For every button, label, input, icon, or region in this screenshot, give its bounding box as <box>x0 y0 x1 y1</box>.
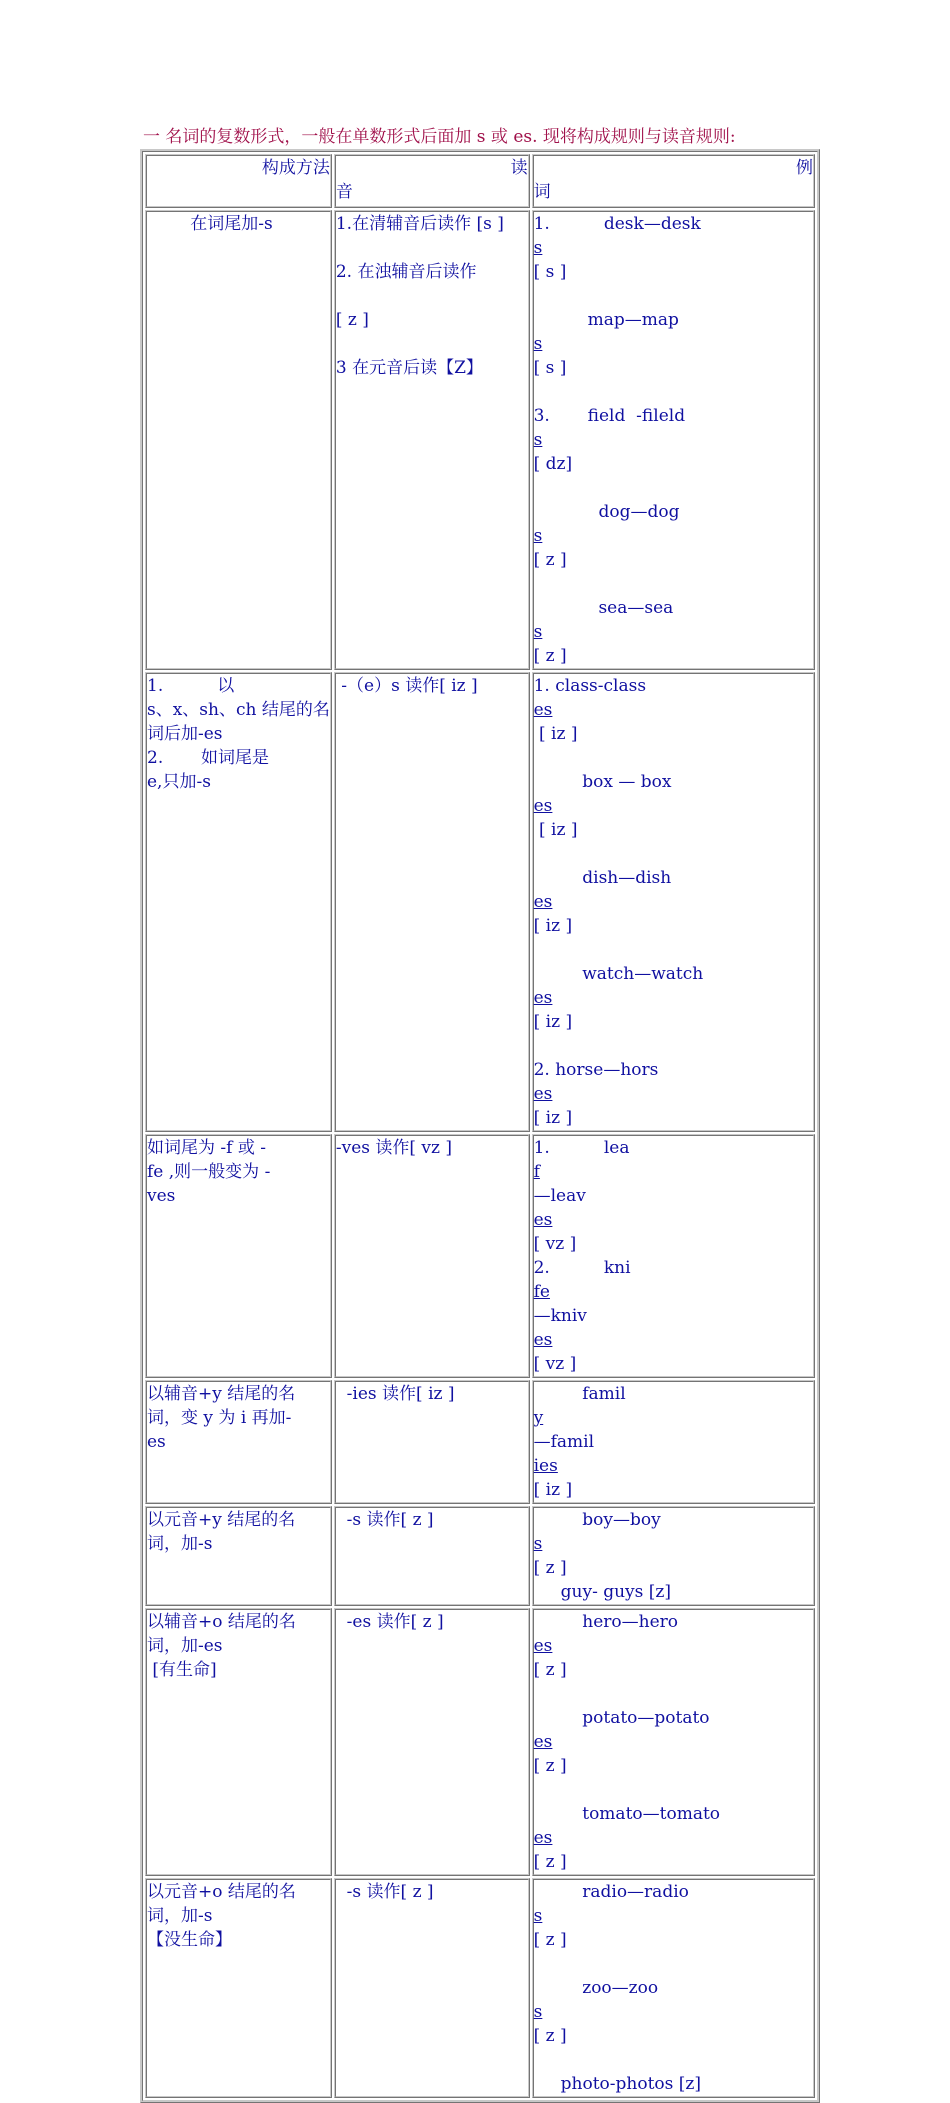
method-text: s、x、sh、ch 结尾的名 <box>147 700 330 720</box>
example-underlined-suffix: s <box>533 622 543 642</box>
example-underlined-suffix: es <box>533 988 553 1008</box>
example-text: [ iz ] <box>533 1108 573 1128</box>
example-text: zoo—zoo <box>533 1978 659 1998</box>
table-row <box>145 672 815 1132</box>
example-line <box>534 1580 813 1604</box>
example-line <box>534 1382 813 1502</box>
method-cell <box>145 210 332 670</box>
example-line <box>534 962 813 1034</box>
example-text: hero—hero <box>533 1612 678 1632</box>
example-text: [ iz ] <box>533 724 578 744</box>
example-text: [ iz ] <box>533 820 578 840</box>
example-text: [ vz ] <box>533 1354 577 1374</box>
reading-text: -（e）s 读作[ iz ] <box>335 676 478 696</box>
example-line <box>534 1256 813 1376</box>
example-underlined-suffix: s <box>533 238 543 258</box>
example-underlined-suffix: es <box>533 1732 553 1752</box>
table-body <box>145 154 815 2098</box>
table-row <box>145 210 815 670</box>
example-text: box — box <box>533 772 672 792</box>
method-text: 词，变 y 为 i 再加- <box>147 1408 292 1428</box>
example-underlined-suffix: s <box>533 430 543 450</box>
example-underlined-suffix: ies <box>533 1456 558 1476</box>
method-text: 词后加-es <box>147 724 223 744</box>
example-text: —kniv <box>533 1306 587 1326</box>
example-text: map—map <box>533 310 679 330</box>
method-cell <box>145 1878 332 2098</box>
examples-cell <box>532 1608 815 1876</box>
method-cell <box>145 1380 332 1504</box>
plural-rules-table <box>140 149 820 2103</box>
reading-text: -ies 读作[ iz ] <box>335 1384 455 1404</box>
method-text: [有生命] <box>147 1660 217 1680</box>
example-text: 1. desk—desk <box>533 214 701 234</box>
blank-line <box>336 284 528 308</box>
example-text: [ z ] <box>533 1930 567 1950</box>
example-text: [ s ] <box>533 358 567 378</box>
reading-text: -ves 读作[ vz ] <box>335 1138 453 1158</box>
example-text: [ z ] <box>533 646 567 666</box>
example-line <box>534 500 813 548</box>
method-text: ves <box>147 1186 176 1206</box>
header-examples-label-a: 例 <box>796 158 813 178</box>
reading-cell <box>334 1380 530 1504</box>
example-underlined-suffix: s <box>533 1906 543 1926</box>
example-text: 2. kni <box>533 1258 631 1278</box>
example-text: 1. class-class <box>533 676 647 696</box>
examples-cell <box>532 1506 815 1606</box>
example-underlined-suffix: f <box>533 1162 540 1182</box>
example-underlined-suffix: es <box>533 892 553 912</box>
example-line <box>534 548 813 572</box>
example-line <box>534 1706 813 1778</box>
example-line <box>534 1610 813 1682</box>
method-text: 以元音+o 结尾的名 <box>147 1882 296 1902</box>
example-underlined-suffix: y <box>533 1408 544 1428</box>
header-reading-label-a: 读 <box>510 158 528 178</box>
example-underlined-suffix: s <box>533 2002 543 2022</box>
method-text: es <box>147 1432 166 1452</box>
example-text: 3. field -fileld <box>533 406 686 426</box>
method-text: e,只加-s <box>147 772 211 792</box>
example-text: —leav <box>533 1186 586 1206</box>
example-text: watch—watch <box>533 964 704 984</box>
method-text: 在词尾加-s <box>147 214 273 234</box>
example-text: dog—dog <box>533 502 680 522</box>
table-row <box>145 1878 815 2098</box>
example-underlined-suffix: es <box>533 796 553 816</box>
method-text: 词，加-es <box>147 1636 223 1656</box>
example-line <box>534 380 813 404</box>
table-row <box>145 1380 815 1504</box>
method-text: 1. 以 <box>147 676 235 696</box>
example-line <box>534 2072 813 2096</box>
reading-text: 3 在元音后读【Z】 <box>335 358 483 378</box>
reading-text: -s 读作[ z ] <box>335 1510 434 1530</box>
example-text: radio—radio <box>533 1882 689 1902</box>
example-underlined-suffix: es <box>533 1084 553 1104</box>
example-line <box>534 1136 813 1256</box>
example-line <box>534 644 813 668</box>
example-text: boy—boy <box>533 1510 661 1530</box>
reading-cell <box>334 1134 530 1378</box>
blank-line <box>336 236 528 260</box>
header-method-label: 构成方法 <box>261 158 330 178</box>
example-underlined-suffix: es <box>533 700 553 720</box>
example-text: —famil <box>533 1432 595 1452</box>
example-text: [ s ] <box>533 262 567 282</box>
example-line <box>534 356 813 380</box>
blank-line <box>336 332 528 356</box>
example-text: [ iz ] <box>533 1012 573 1032</box>
example-text: [ iz ] <box>533 1480 573 1500</box>
reading-text: [ z ] <box>335 310 369 330</box>
example-text: guy- guys [z] <box>533 1582 671 1602</box>
example-underlined-suffix: es <box>533 1210 553 1230</box>
example-underlined-suffix: es <box>533 1636 553 1656</box>
example-line <box>534 2048 813 2072</box>
examples-cell <box>532 1134 815 1378</box>
example-text: [ z ] <box>533 1660 567 1680</box>
table-row <box>145 1506 815 1606</box>
example-line <box>534 1952 813 1976</box>
example-line <box>534 404 813 476</box>
header-reading-label-b: 音 <box>335 182 353 202</box>
example-text: photo-photos [z] <box>533 2074 701 2094</box>
table-header-row <box>145 154 815 208</box>
method-cell <box>145 1608 332 1876</box>
method-cell <box>145 1506 332 1606</box>
example-line <box>534 770 813 842</box>
method-text: 以元音+y 结尾的名 <box>147 1510 296 1530</box>
example-line <box>534 674 813 746</box>
example-text: [ z ] <box>533 550 567 570</box>
example-text: [ vz ] <box>533 1234 577 1254</box>
method-cell <box>145 1134 332 1378</box>
example-text: [ z ] <box>533 1852 567 1872</box>
example-underlined-suffix: fe <box>533 1282 550 1302</box>
example-line <box>534 842 813 866</box>
reading-cell <box>334 672 530 1132</box>
reading-cell <box>334 1608 530 1876</box>
reading-text: -es 读作[ z ] <box>335 1612 444 1632</box>
example-underlined-suffix: s <box>533 526 543 546</box>
example-line <box>534 1778 813 1802</box>
method-text: 2. 如词尾是 <box>147 748 270 768</box>
example-line <box>534 1880 813 1952</box>
example-line <box>534 212 813 260</box>
method-text: 以辅音+y 结尾的名 <box>147 1384 296 1404</box>
example-text: [ z ] <box>533 2026 567 2046</box>
examples-cell <box>532 210 815 670</box>
method-text: 以辅音+o 结尾的名 <box>147 1612 296 1632</box>
example-line <box>534 1682 813 1706</box>
examples-cell <box>532 1878 815 2098</box>
method-text: 【没生命】 <box>147 1930 232 1950</box>
example-underlined-suffix: s <box>533 1534 543 1554</box>
header-examples-label-b: 词 <box>533 182 551 202</box>
example-line <box>534 1058 813 1130</box>
example-text: sea—sea <box>533 598 674 618</box>
table-row <box>145 1608 815 1876</box>
example-text: 2. horse—hors <box>533 1060 659 1080</box>
table-row <box>145 1134 815 1378</box>
example-text: 1. lea <box>533 1138 630 1158</box>
method-text: 词，加-s <box>147 1534 213 1554</box>
reading-cell <box>334 1878 530 2098</box>
example-line <box>534 1976 813 2048</box>
example-text: tomato—tomato <box>533 1804 721 1824</box>
reading-text: -s 读作[ z ] <box>335 1882 434 1902</box>
header-reading <box>334 154 530 208</box>
reading-text: 2. 在浊辅音后读作 <box>335 262 477 282</box>
method-cell <box>145 672 332 1132</box>
example-line <box>534 746 813 770</box>
example-text: [ iz ] <box>533 916 573 936</box>
example-line <box>534 866 813 938</box>
example-line <box>534 572 813 596</box>
examples-cell <box>532 1380 815 1504</box>
example-line <box>534 1034 813 1058</box>
examples-cell <box>532 672 815 1132</box>
example-text: [ dz] <box>533 454 573 474</box>
method-text: 词，加-s <box>147 1906 213 1926</box>
example-underlined-suffix: es <box>533 1330 553 1350</box>
example-line <box>534 596 813 644</box>
example-text: dish—dish <box>533 868 672 888</box>
example-text: [ z ] <box>533 1558 567 1578</box>
example-underlined-suffix: es <box>533 1828 553 1848</box>
reading-text: 1.在清辅音后读作 [s ] <box>335 214 504 234</box>
example-text: famil <box>533 1384 626 1404</box>
example-text: [ z ] <box>533 1756 567 1776</box>
reading-cell <box>334 210 530 670</box>
header-examples <box>532 154 815 208</box>
example-line <box>534 1508 813 1580</box>
header-method <box>145 154 332 208</box>
example-underlined-suffix: s <box>533 334 543 354</box>
page-title: 一 名词的复数形式，一般在单数形式后面加 s 或 es. 现将构成规则与读音规则: <box>143 127 736 147</box>
method-text: fe ,则一般变为 - <box>147 1162 271 1182</box>
example-line <box>534 284 813 308</box>
example-line <box>534 308 813 356</box>
example-line <box>534 260 813 284</box>
example-line <box>534 1802 813 1874</box>
example-line <box>534 938 813 962</box>
example-line <box>534 476 813 500</box>
method-text: 如词尾为 -f 或 - <box>147 1138 266 1158</box>
example-text: potato—potato <box>533 1708 710 1728</box>
reading-cell <box>334 1506 530 1606</box>
